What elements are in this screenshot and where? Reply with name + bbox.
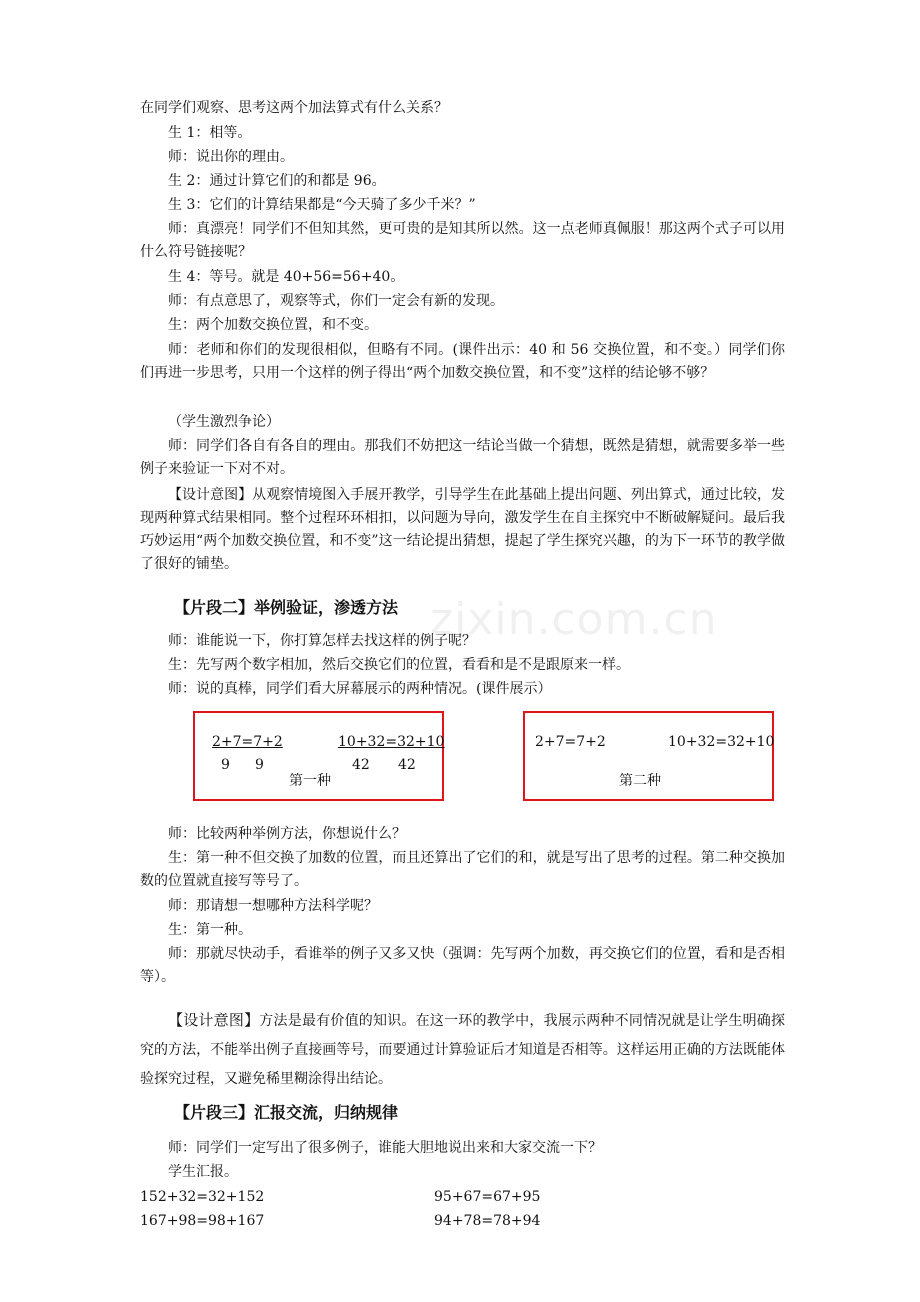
paragraph: 师：有点意思了，观察等式，你们一定会有新的发现。: [168, 293, 504, 309]
box-label: 第一种: [289, 773, 331, 789]
sum-value: 42: [398, 757, 416, 773]
sum-value: 42: [352, 757, 370, 773]
paragraph: 生：两个加数交换位置，和不变。: [168, 317, 378, 333]
design-intent-paragraph: 【设计意图】从观察情境图入手展开教学，引导学生在此基础上提出问题、列出算式，通过比较，发现两种算式结果相同。整个过程环环相扣，以问题为导向，激发学生在自主探究中不断破解疑问。最后我巧妙运用“两个加数交换位置，和不变”这一结论提出猜想，提起了学生探究兴趣，的为下一环节的教学做了很好的铺垫。: [140, 487, 785, 572]
paragraph: 师：比较两种举例方法，你想说什么？: [168, 826, 406, 842]
paragraph: 生 2：通过计算它们的和都是 96。: [168, 173, 386, 189]
example-box-first: [193, 711, 444, 801]
section-heading: 【片段三】汇报交流，归纳规律: [174, 1103, 399, 1122]
report-equation: 152+32=32+152: [140, 1189, 265, 1205]
paragraph: 生：第一种不但交换了加数的位置，而且还算出了它们的和，就是写出了思考的过程。第二种交换加数的位置就直接写等号了。: [140, 850, 785, 889]
paragraph: 师：说的真棒，同学们看大屏幕展示的两种情况。(课件展示）: [168, 681, 552, 697]
paragraph: 师：同学们各自有各自的理由。那我们不妨把这一结论当做一个猜想，既然是猜想，就需要多举一些例子来验证一下对不对。: [140, 438, 785, 477]
paragraph: 师：真漂亮！同学们不但知其然，更可贵的是知其所以然。这一点老师真佩服！那这两个式子可以用什么符号链接呢？: [140, 221, 785, 260]
paragraph: 生 1：相等。: [168, 125, 252, 141]
sum-value: 9: [221, 757, 230, 773]
box-label: 第二种: [619, 773, 661, 789]
report-equation: 94+78=78+94: [434, 1213, 541, 1229]
paragraph: 学生汇报。: [168, 1164, 238, 1180]
sum-value: 9: [255, 757, 264, 773]
design-intent-paragraph: [140, 1006, 785, 1094]
example-box-second: [523, 711, 774, 801]
paragraph: 生 4：等号。就是 40+56=56+40。: [168, 269, 405, 285]
paragraph: 师：那就尽快动手，看谁举的例子又多又快（强调：先写两个加数，再交换它们的位置，看和是否相等）。: [140, 946, 785, 985]
design-intent-text: 方法是最有价值的知识。在这一环的教学中，我展示两种不同情况就是让学生明确探究的方法，不能举出例子直接画等号，而要通过计算验证后才知道是否相等。这样运用正确的方法既能体验探究过程，又避免稀里糊涂得出结论。: [140, 1013, 785, 1087]
paragraph: 生：第一种。: [168, 922, 252, 938]
paragraph: 生：先写两个数字相加，然后交换它们的位置，看看和是不是跟原来一样。: [168, 657, 630, 673]
equation: 10+32=32+10: [668, 734, 775, 750]
paragraph: 师：那请想一想哪种方法科学呢？: [168, 898, 378, 914]
design-intent-tag: 【设计意图】: [168, 1011, 260, 1029]
equation: 2+7=7+2: [212, 734, 283, 750]
equation: 10+32=32+10: [338, 734, 445, 750]
paragraph: 师：说出你的理由。: [168, 149, 294, 165]
paragraph: 生 3：它们的计算结果都是“今天骑了多少千米？”: [168, 197, 476, 213]
paragraph: 师：老师和你们的发现很相似，但略有不同。(课件出示：40 和 56 交换位置，和不变。）同学们你们再进一步思考，只用一个这样的例子得出“两个加数交换位置，和不变”这样的结论够不够？: [140, 342, 785, 381]
equation: 2+7=7+2: [535, 734, 606, 750]
report-equation: 95+67=67+95: [434, 1189, 541, 1205]
paragraph: 在同学们观察、思考这两个加法算式有什么关系？: [140, 100, 448, 116]
paragraph: （学生激烈争论）: [168, 414, 280, 430]
paragraph: 师：谁能说一下，你打算怎样去找这样的例子呢？: [168, 633, 476, 649]
paragraph: 师：同学们一定写出了很多例子，谁能大胆地说出来和大家交流一下？: [168, 1140, 602, 1156]
report-equation: 167+98=98+167: [140, 1213, 265, 1229]
watermark: zixin.com.cn: [430, 594, 718, 645]
section-heading: 【片段二】举例验证，渗透方法: [174, 598, 399, 617]
